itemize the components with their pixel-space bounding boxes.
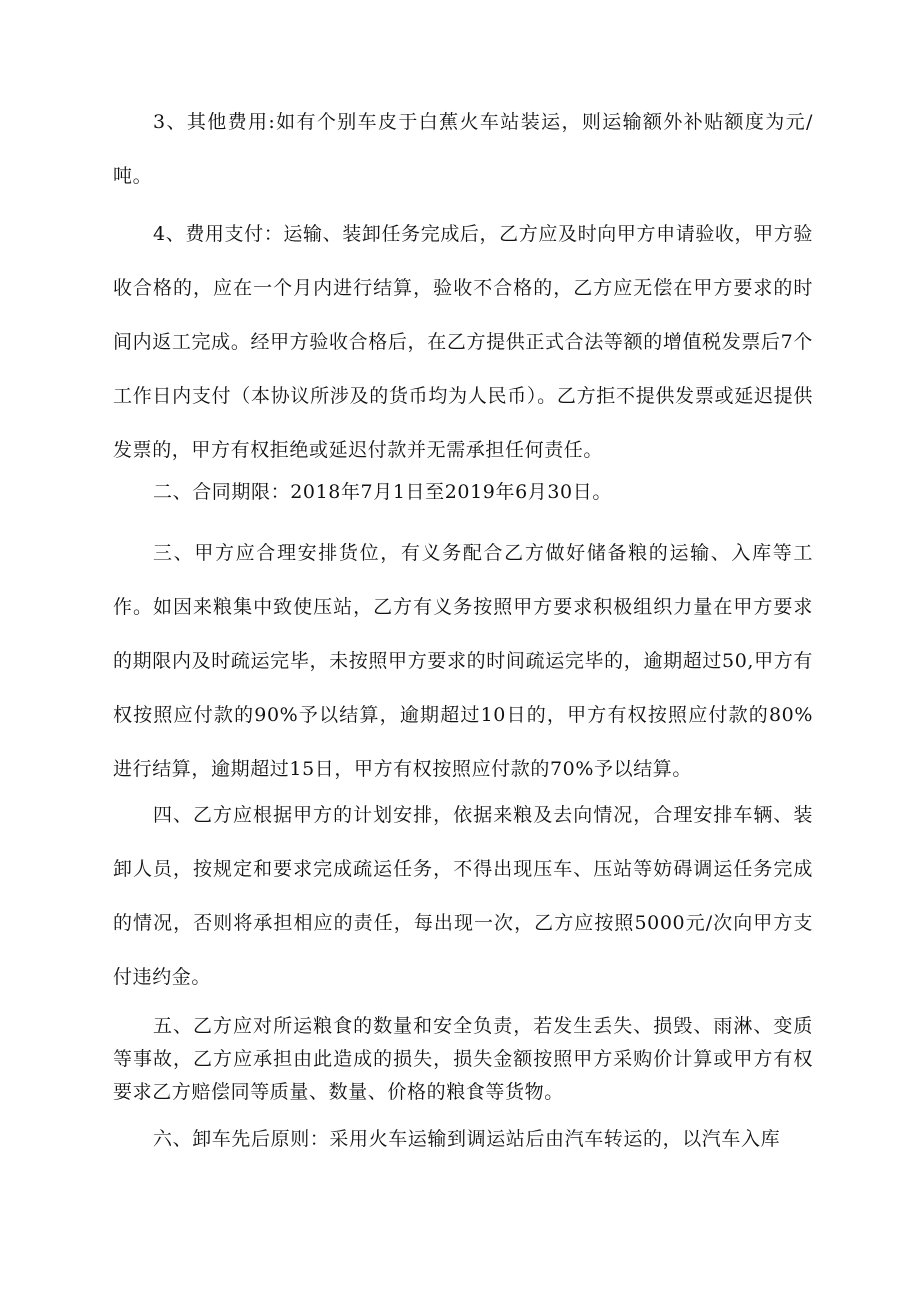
paragraph-clause-four: 四、乙方应根据甲方的计划安排，依据来粮及去向情况，合理安排车辆、装卸人员，按规定和要求完成疏运任务，不得出现压车、压站等妨碍调运任务完成的情况，否则将承担相应的责任，每出现一次，乙方应按照5000元/次向甲方支付违约金。 (113, 804, 813, 988)
paragraph-other-fees: 3、其他费用:如有个别车皮于白蕉火车站装运，则运输额外补贴额度为元/吨。 (113, 111, 813, 187)
paragraph-fee-payment: 4、费用支付：运输、装卸任务完成后，乙方应及时向甲方申请验收，甲方验收合格的，应在一个月内进行结算，验收不合格的，乙方应无偿在甲方要求的时间内返工完成。经甲方验收合格后，在乙方提供正式合法等额的增值税发票后7个工作日内支付（本协议所涉及的货币均为人民币）。乙方拒不提供发票或延迟提供发票的，甲方有权拒绝或延迟付款并无需承担任何责任。 (113, 223, 813, 461)
paragraph-clause-three: 三、甲方应合理安排货位，有义务配合乙方做好储备粮的运输、入库等工作。如因来粮集中致使压站，乙方有义务按照甲方要求积极组织力量在甲方要求的期限内及时疏运完毕，未按照甲方要求的时间疏运完毕的，逾期超过50,甲方有权按照应付款的90%予以结算，逾期超过10日的，甲方有权按照应付款的80%进行结算，逾期超过15日，甲方有权按照应付款的70%予以结算。 (113, 542, 813, 780)
paragraph-contract-term: 二、合同期限：2018年7月1日至2019年6月30日。 (153, 481, 612, 503)
paragraph-clause-six: 六、卸车先后原则：采用火车运输到调运站后由汽车转运的，以汽车入库 (153, 1128, 781, 1150)
paragraph-clause-five: 五、乙方应对所运粮食的数量和安全负责，若发生丢失、损毁、雨淋、变质等事故，乙方应承担由此造成的损失，损失金额按照甲方采购价计算或甲方有权要求乙方赔偿同等质量、数量、价格的粮食等货物。 (113, 1015, 813, 1103)
